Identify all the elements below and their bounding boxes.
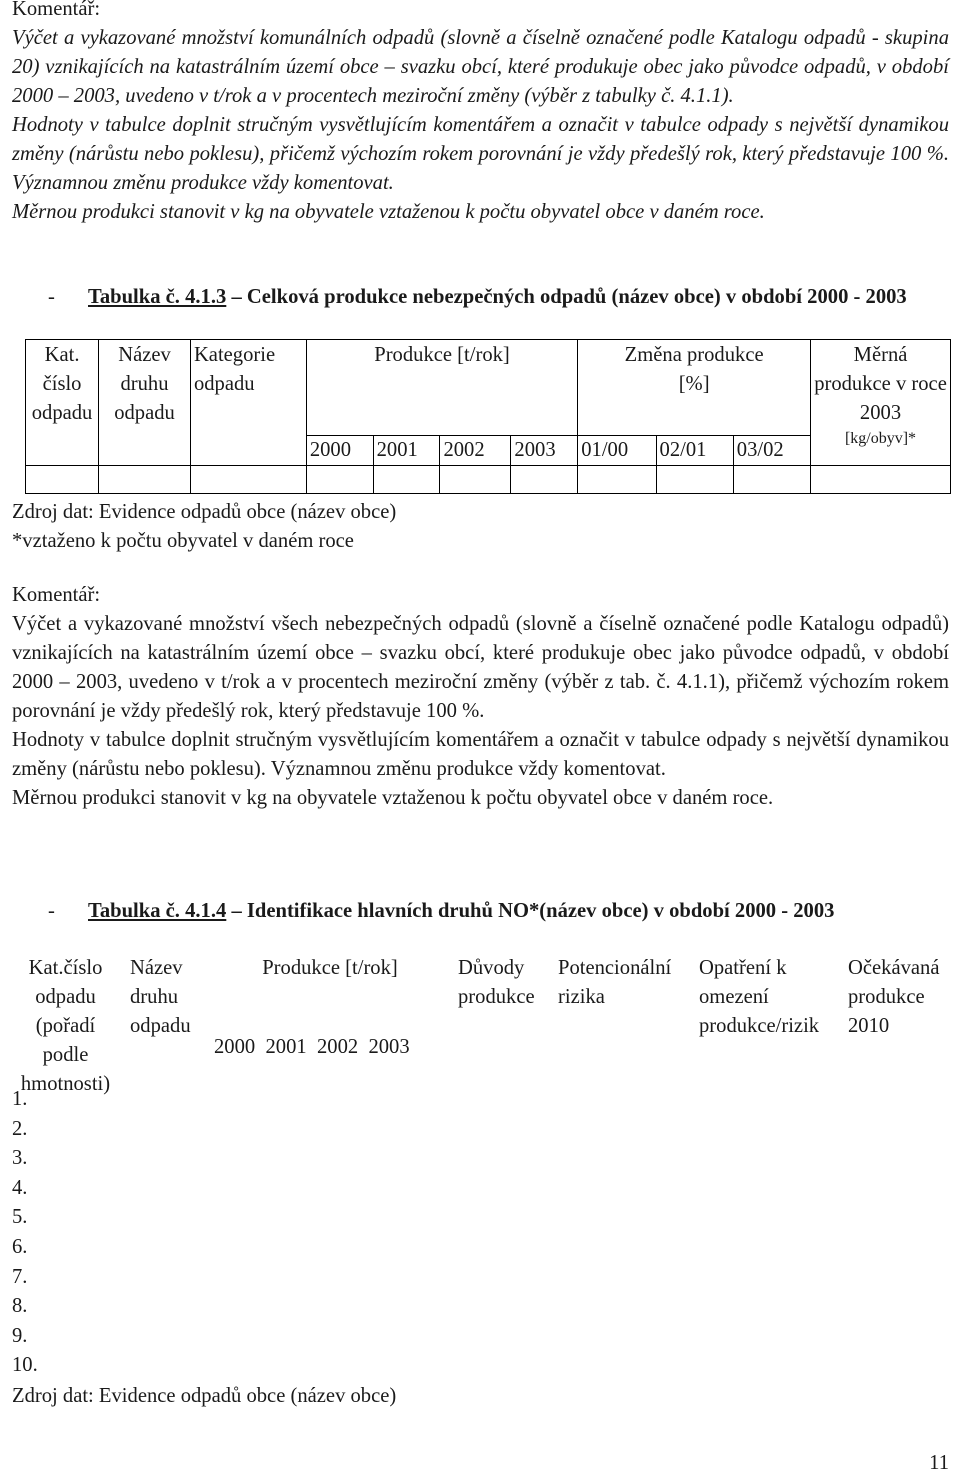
col-potencionalni-rizika: Potencionální rizika <box>558 957 672 1008</box>
change-02-01: 02/01 <box>656 436 733 466</box>
col-opatreni: Opatření k omezení produkce/rizik <box>699 957 820 1037</box>
col-merna-unit: [kg/obyv]* <box>844 430 917 447</box>
list-item: 2. <box>12 1117 28 1140</box>
comment-label-1: Komentář: <box>12 0 101 20</box>
list-item: 7. <box>12 1265 28 1288</box>
col-duvody-produkce: Důvody produkce <box>458 957 535 1008</box>
list-item: 5. <box>12 1206 28 1229</box>
col-kat-cislo-poradi: Kat.číslo odpadu (pořadí podle hmotnosti) <box>20 957 111 1095</box>
table3-source: Zdroj dat: Evidence odpadů obce (název obce) <box>12 501 397 523</box>
comment-paragraph-1b: Hodnoty v tabulce doplnit stručným vysvětlujícím komentářem a označit v tabulce odpady s největší dynamikou změny (nárůstu nebo poklesu), přičemž výchozím rokem porovnání je vždy předešlý rok, který představuje 100 %. Významnou změnu produkce vždy komentovat. <box>12 114 949 194</box>
list-item: 6. <box>12 1235 28 1258</box>
table3-footnote: *vztaženo k počtu obyvatel v daném roce <box>12 530 354 552</box>
col-nazev-druhu: Název druhu odpadu <box>99 340 191 466</box>
list-item: 8. <box>12 1295 28 1318</box>
list-item: 4. <box>12 1176 28 1199</box>
comment-paragraph-2a: Výčet a vykazované množství všech nebezpečných odpadů (slovně a číselně označené podle Katalogu odpadů) vznikajících na katastrálním území obce – svazku obcí, které produkuje obec jako původce odpadů, v období 2000 – 2003, uvedeno v t/rok a v procentech meziroční změny (výběr z tab. č. 4.1.1), přičemž výchozím rokem porovnání je vždy předešlý rok, který představuje 100 %. <box>12 613 949 722</box>
list-item: 1. <box>12 1088 28 1110</box>
comment-paragraph-2c: Měrnou produkci stanovit v kg na obyvatele vztaženou k počtu obyvatel obce v daném roce. <box>12 787 774 809</box>
table4-title: – Identifikace hlavních druhů NO*(název obce) v období 2000 - 2003 <box>226 900 835 922</box>
table-row <box>26 466 951 494</box>
page-number: 11 <box>929 1452 949 1474</box>
comment-paragraph-1c: Měrnou produkci stanovit v kg na obyvatele vztaženou k počtu obyvatel obce v daném roce. <box>12 201 765 223</box>
list-item: 10. <box>12 1354 38 1377</box>
comment-paragraph-1a: Výčet a vykazované množství komunálních odpadů (slovně a číselně označené podle Katalogu odpadů - skupina 20) vznikajících na katastrálním území obce – svazku obcí, které produkuje obec jako původce odpadů, v období 2000 – 2003, uvedeno v t/rok a v procentech meziroční změny (výběr z tabulky č. 4.1.1). <box>12 27 949 107</box>
change-03-02: 03/02 <box>733 436 810 466</box>
year-2000: 2000 <box>306 436 373 466</box>
year-2002: 2002 <box>440 436 511 466</box>
list-item: 9. <box>12 1324 28 1347</box>
table3-title: – Celková produkce nebezpečných odpadů (název obce) v období 2000 - 2003 <box>226 286 907 308</box>
table4-label: Tabulka č. 4.1.4 <box>88 900 227 922</box>
col-kategorie: Kategorie odpadu <box>190 340 306 466</box>
year-2003: 2003 <box>368 1036 410 1058</box>
col-produkce: Produkce [t/rok] <box>306 340 577 436</box>
year-2001: 2001 <box>265 1036 307 1058</box>
year-2001: 2001 <box>373 436 440 466</box>
change-01-00: 01/00 <box>578 436 656 466</box>
col-kat-cislo: Kat. číslo odpadu <box>26 340 99 466</box>
table3-heading: - Tabulka č. 4.1.3 – Celková produkce nebezpečných odpadů (název obce) v období 2000 - 2003 <box>48 286 907 308</box>
col-merna-produkce: Měrná produkce v roce 2003 <box>814 344 947 424</box>
comment-paragraph-2b: Hodnoty v tabulce doplnit stručným vysvětlujícím komentářem a označit v tabulce odpady s největší dynamikou změny (nárůstu nebo poklesu). Významnou změnu produkce vždy komentovat. <box>12 729 949 780</box>
col-zmena: Změna produkce [%] <box>578 340 811 436</box>
year-2000: 2000 <box>214 1036 256 1058</box>
hazardous-waste-table <box>25 339 951 494</box>
years-row <box>214 1033 410 1062</box>
col-ocekavana-produkce: Očekávaná produkce 2010 <box>848 957 940 1037</box>
table4-source: Zdroj dat: Evidence odpadů obce (název obce) <box>12 1385 397 1407</box>
col-nazev-druhu: Název druhu odpadu <box>130 957 191 1037</box>
table4-heading: - Tabulka č. 4.1.4 – Identifikace hlavních druhů NO*(název obce) v období 2000 - 2003 <box>48 900 835 922</box>
table3-label: Tabulka č. 4.1.3 <box>88 286 227 308</box>
col-produkce: Produkce [t/rok] <box>262 957 398 979</box>
list-item: 3. <box>12 1147 28 1170</box>
comment-label-2: Komentář: <box>12 584 101 606</box>
year-2002: 2002 <box>316 1036 359 1058</box>
year-2003: 2003 <box>511 436 578 466</box>
